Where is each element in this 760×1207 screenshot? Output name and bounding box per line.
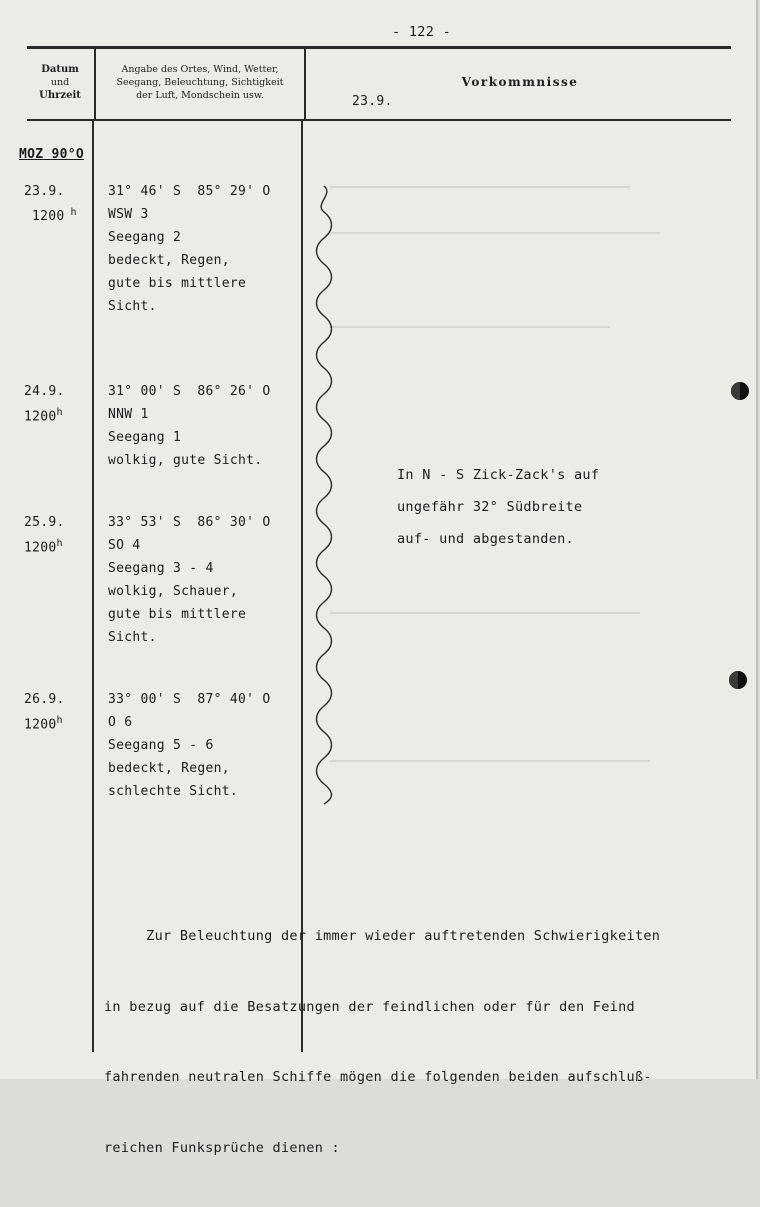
header-date-value: 23.9. [352,94,393,109]
show-through-mark [330,232,660,234]
header-bottom-rule [27,119,731,121]
header-location-label: Angabe des Ortes, Wind, Wetter, Seegang, Beleuchtung, Sichtigkeit der Luft, Mondschein usw. [116,64,284,101]
column-divider-date [92,120,94,1052]
show-through-mark [330,326,610,328]
entry-observations: 33° 00' S 87° 40' O O 6 Seegang 5 - 6 bedeckt, Regen, schlechte Sicht. [108,692,271,799]
show-through-mark [330,760,650,762]
entry-date-time: 26.9. 1200$^h$ [24,692,65,733]
closing-paragraph: Zur Beleuchtung der immer wieder auftretenden Schwierigkeiten in bezug auf die Besatzungen der feindlichen oder für den Feind fahrenden neutralen Schiffe mögen die folgenden beiden aufschluß- reichen Funksprüche dienen : [104,928,661,1156]
entry-date-time: 24.9. 1200$^h$ [24,384,65,425]
page-number: - 122 - [392,24,451,40]
header-top-rule [27,46,731,49]
header-divider [304,47,306,120]
show-through-mark [330,186,630,188]
entry-observations: 31° 46' S 85° 29' O WSW 3 Seegang 2 bedeckt, Regen, gute bis mittlere Sicht. [108,184,271,314]
entry-date-time: 25.9. 1200$^h$ [24,515,65,556]
show-through-mark [330,612,640,614]
punch-hole [729,671,747,689]
grouping-brace [310,184,340,808]
time-zone-label: MOZ 90°O [19,147,85,162]
header-date-label: Datum und Uhrzeit [39,64,81,101]
header-events-label: Vorkommnisse [461,75,579,89]
header-divider [94,47,96,120]
punch-hole [731,382,749,400]
entry-date-time: 23.9. 1200 $^h$ [24,184,77,225]
events-remark: In N - S Zick-Zack's auf ungefähr 32° Südbreite auf- und abgestanden. [397,467,600,547]
entry-observations: 31° 00' S 86° 26' O NNW 1 Seegang 1 wolkig, gute Sicht. [108,384,271,468]
entry-observations: 33° 53' S 86° 30' O SO 4 Seegang 3 - 4 wolkig, Schauer, gute bis mittlere Sicht. [108,515,271,645]
